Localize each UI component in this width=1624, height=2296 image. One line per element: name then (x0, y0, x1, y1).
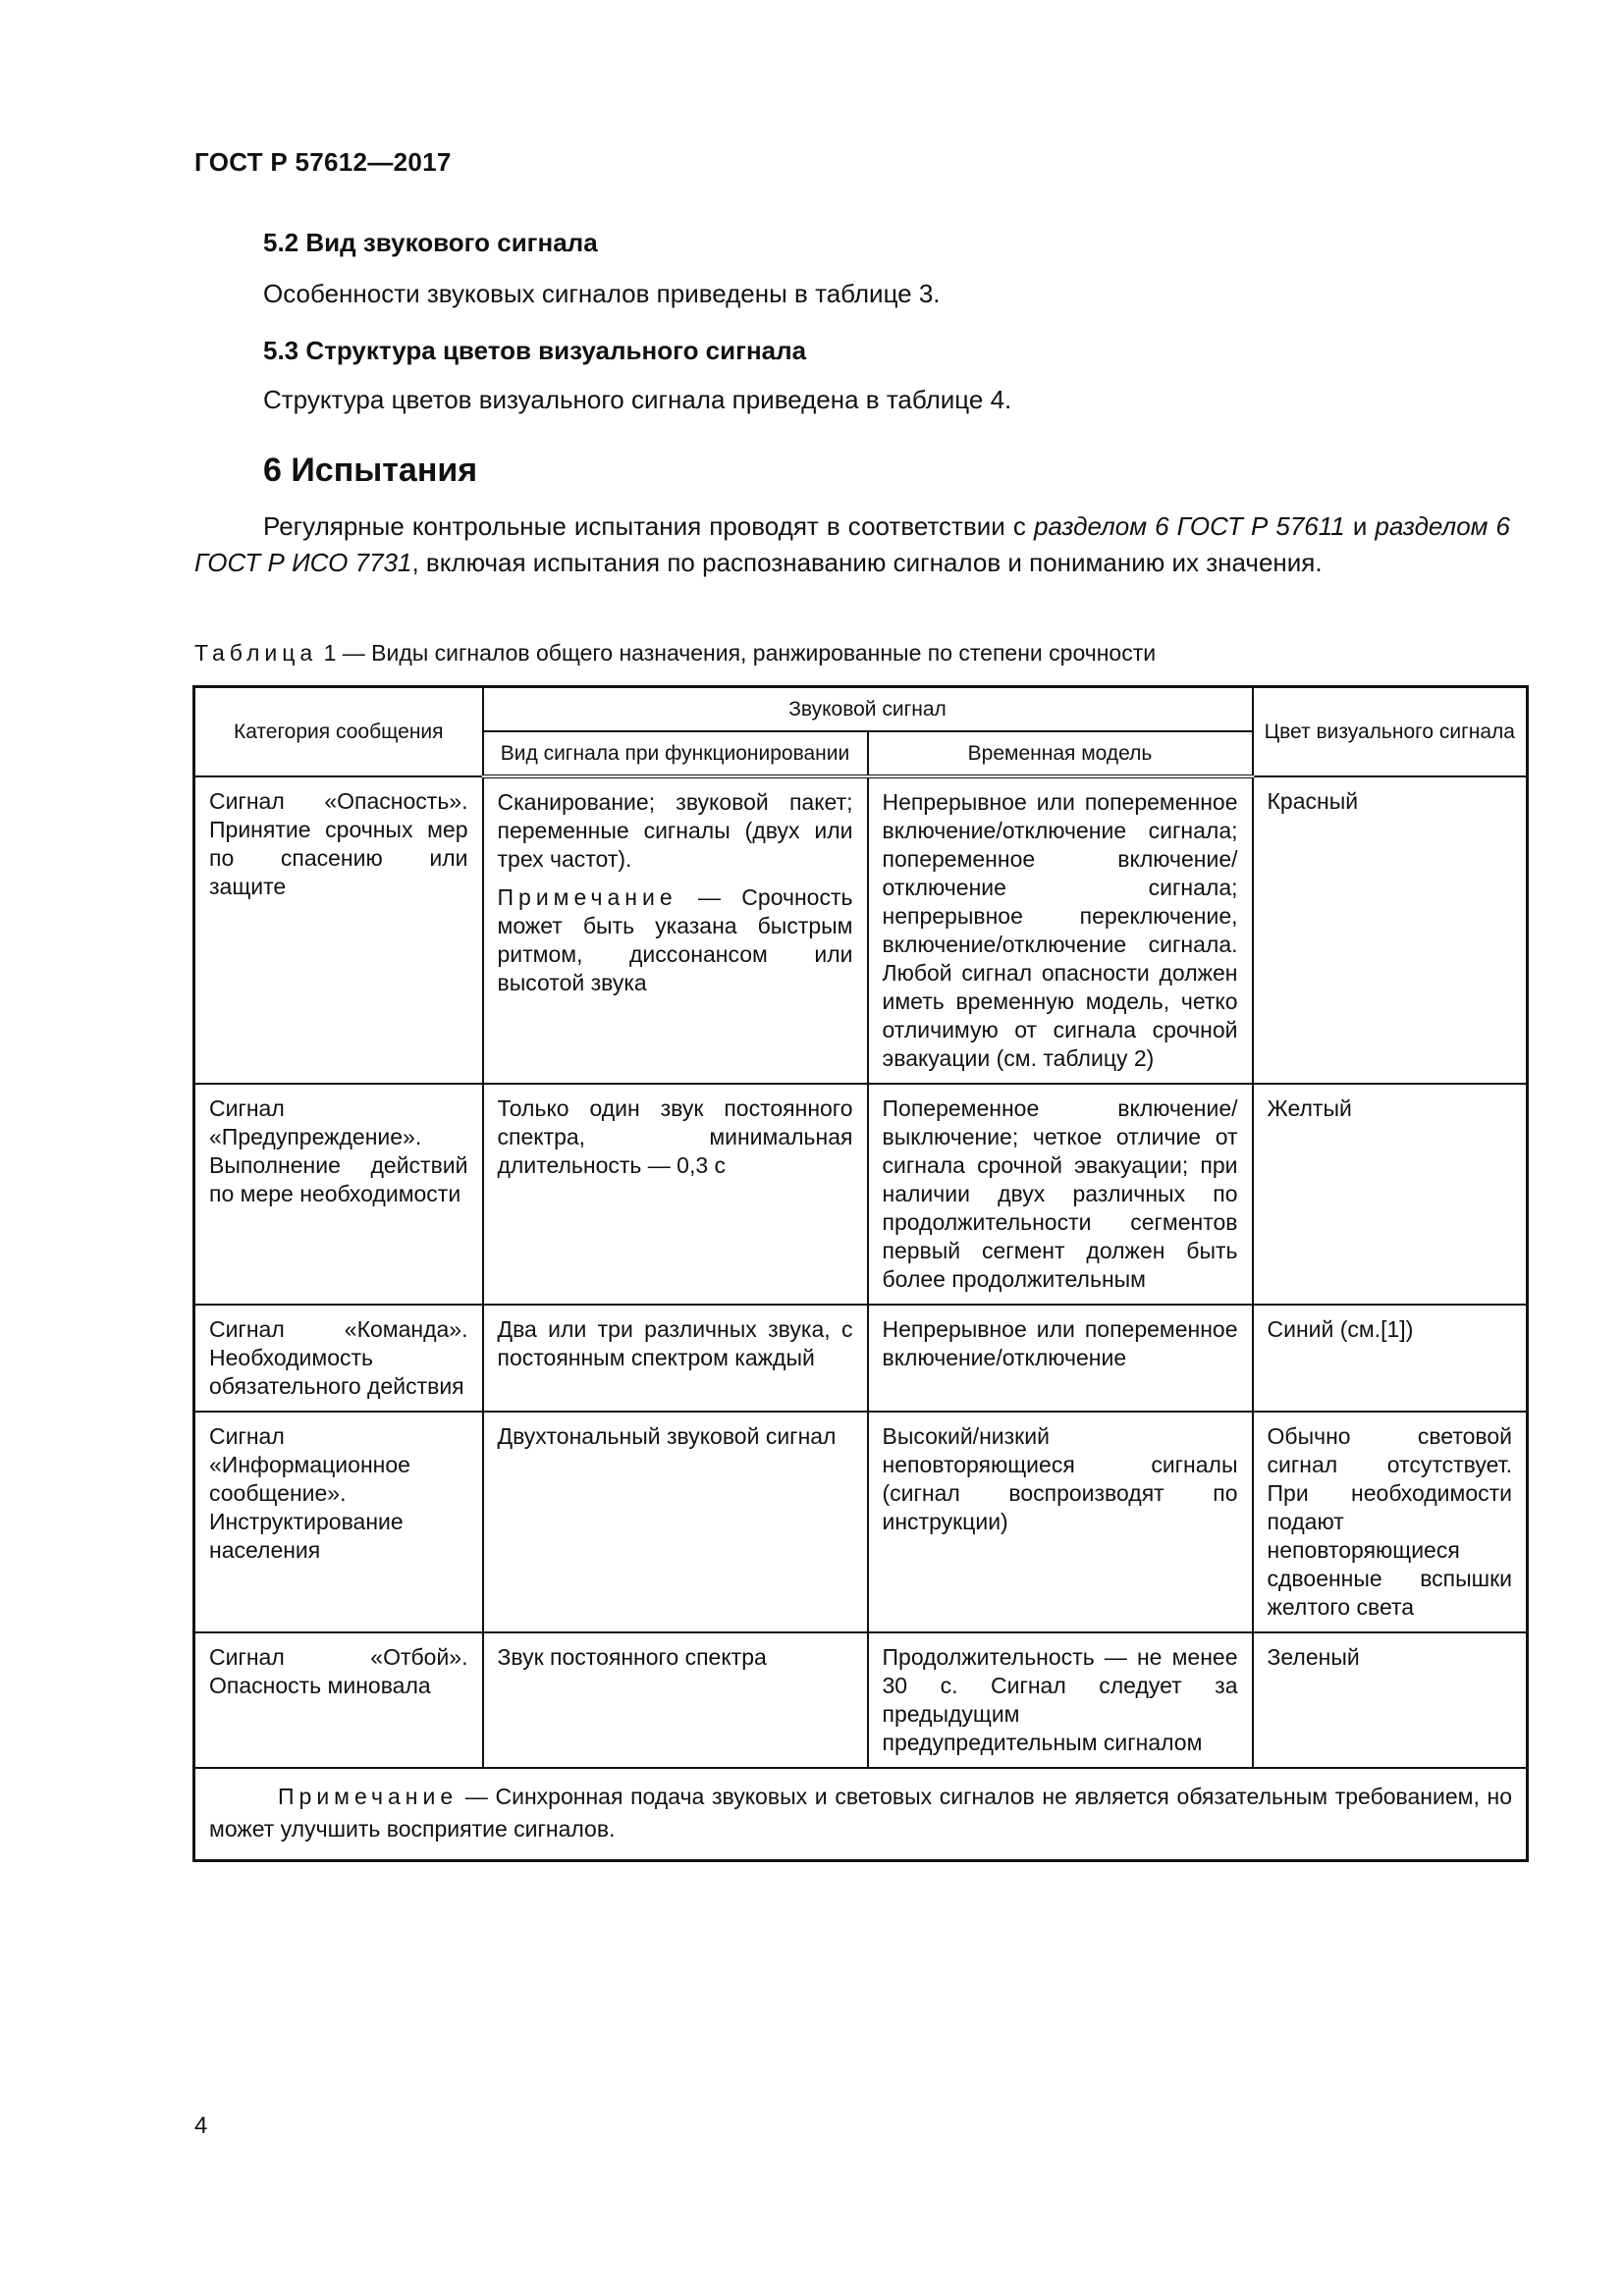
cell-category: Сигнал «Информационное сообщение». Инструктирование населения (194, 1412, 483, 1632)
reference-gost-57611: разделом 6 ГОСТ Р 57611 (1033, 511, 1345, 541)
document-header: ГОСТ Р 57612—2017 (194, 147, 452, 177)
section-6-paragraph: Регулярные контрольные испытания проводят в соответствии с разделом 6 ГОСТ Р 57611 и разделом 6 ГОСТ Р ИСО 7731, включая испытания по распознаванию сигналов и пониманию их значения. (194, 511, 1511, 577)
table-row (194, 1412, 1528, 1632)
cell-time-model: Высокий/низкий неповторяющиеся сигналы (сигнал воспроизводят по инструкции) (868, 1412, 1253, 1632)
cell-signal-text: Сканирование; звуковой пакет; переменные сигналы (двух или трех частот). (497, 789, 853, 872)
cell-signal: Два или три различных звука, с постоянным спектром каждый (483, 1305, 868, 1412)
cell-time-model: Непрерывное или попеременное включение/отключение (868, 1305, 1253, 1412)
cell-category: Сигнал «Предупреждение». Выполнение действий по мере необходимости (194, 1084, 483, 1305)
table-row (194, 1084, 1528, 1305)
cell-note: Примечание — Срочность может быть указана быстрым ритмом, диссонансом или высотой звука (497, 884, 853, 995)
section-5-3-text: Структура цветов визуального сигнала приведена в таблице 4. (263, 385, 1012, 414)
cell-color: Синий (см.[1]) (1253, 1305, 1528, 1412)
cell-category: Сигнал «Опасность». Принятие срочных мер по спасению или защите (194, 776, 483, 1084)
cell-time-model: Продолжительность — не менее 30 с. Сигнал следует за предыдущим предупредительным сигналом (868, 1632, 1253, 1768)
section-5-3-heading: 5.3 Структура цветов визуального сигнала (263, 336, 807, 365)
cell-signal: Только один звук постоянного спектра, минимальная длительность — 0,3 с (483, 1084, 868, 1305)
table-caption: Таблица 1 — Виды сигналов общего назначения, ранжированные по степени срочности (194, 640, 1157, 666)
header-visual-color: Цвет визуального сигнала (1253, 687, 1528, 777)
table-footnote-row (194, 1768, 1528, 1861)
header-time-model: Временная модель (868, 731, 1253, 776)
table-row (194, 776, 1528, 1084)
cell-color: Желтый (1253, 1084, 1528, 1305)
header-category: Категория сообщения (194, 687, 483, 777)
table-footnote: Примечание — Синхронная подача звуковых и световых сигналов не является обязательным требованием, но может улучшить восприятие сигналов. (194, 1768, 1528, 1861)
signals-table (192, 685, 1529, 1862)
reference-gost-iso-7731: разделом 6 ГОСТ Р ИСО 7731 (194, 511, 1511, 577)
cell-color: Зеленый (1253, 1632, 1528, 1768)
header-signal-type: Вид сигнала при функционировании (483, 731, 868, 776)
page-number: 4 (194, 2112, 208, 2139)
section-5-2-heading: 5.2 Вид звукового сигнала (263, 228, 598, 257)
cell-time-model: Непрерывное или попеременное включение/отключение сигнала; попеременное включение/отключение сигнала; непрерывное переключение, включение/отключение сигнала. Любой сигнал опасности должен иметь временную модель, четко отличимую от сигнала срочной эвакуации (см. таблицу 2) (868, 776, 1253, 1084)
header-sound-signal: Звуковой сигнал (483, 687, 1253, 732)
cell-color: Красный (1253, 776, 1528, 1084)
cell-category: Сигнал «Отбой». Опасность миновала (194, 1632, 483, 1768)
cell-signal: Звук постоянного спектра (483, 1632, 868, 1768)
cell-category: Сигнал «Команда». Необходимость обязательного действия (194, 1305, 483, 1412)
table-row (194, 1632, 1528, 1768)
table-row (194, 1305, 1528, 1412)
cell-signal (483, 776, 868, 1084)
section-6-heading: 6 Испытания (263, 452, 478, 489)
cell-color: Обычно световой сигнал отсутствует. При необходимости подают неповторяющиеся сдвоенные вспышки желтого света (1253, 1412, 1528, 1632)
section-5-2-text: Особенности звуковых сигналов приведены в таблице 3. (263, 279, 941, 308)
cell-signal: Двухтональный звуковой сигнал (483, 1412, 868, 1632)
cell-time-model: Попеременное включение/выключение; четкое отличие от сигнала срочной эвакуации; при наличии двух различных по продолжительности сегментов первый сегмент должен быть более продолжительным (868, 1084, 1253, 1305)
